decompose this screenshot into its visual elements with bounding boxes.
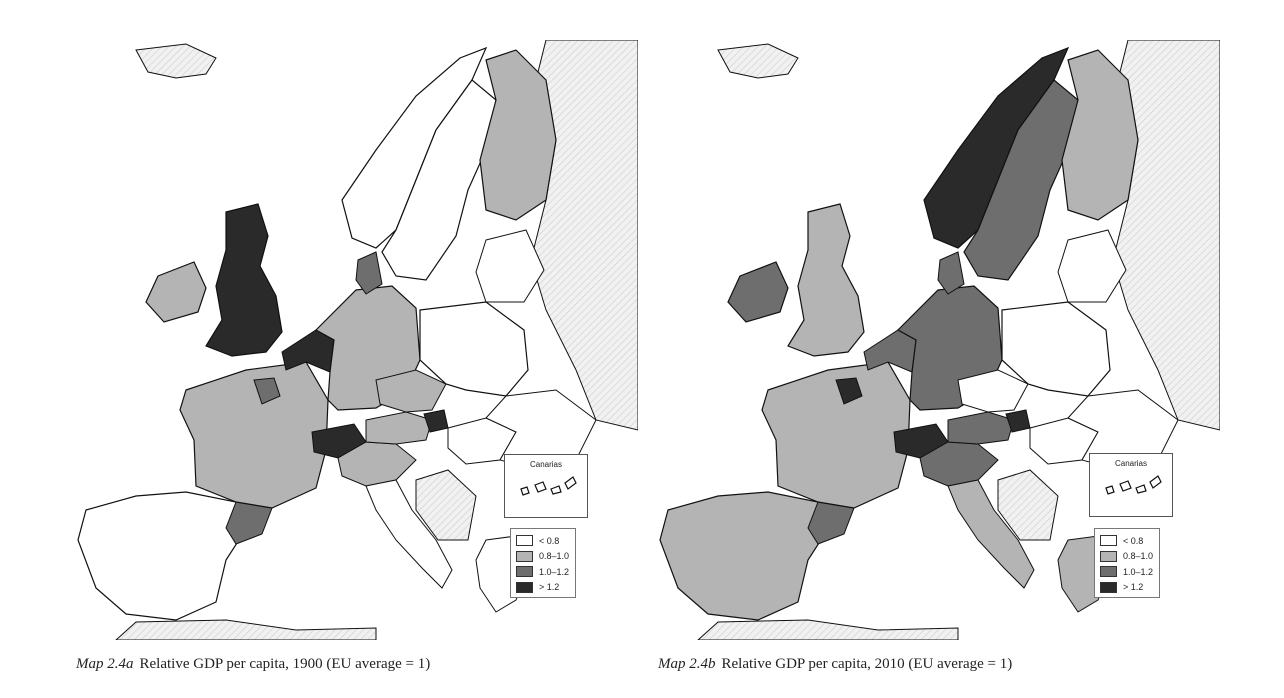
legend-swatch [1100, 566, 1117, 577]
legend-row [1100, 533, 1159, 549]
inset-title: Canarias [1114, 459, 1147, 468]
map-panel-2010 [658, 40, 1220, 640]
legend-row [516, 533, 575, 549]
map-legend [510, 528, 576, 598]
canary-island [521, 487, 529, 495]
legend-label: 0.8–1.0 [1123, 551, 1154, 562]
legend-label: < 0.8 [1123, 535, 1144, 546]
legend-row [516, 564, 575, 580]
legend-row [1100, 564, 1159, 580]
legend-swatch [1100, 582, 1117, 593]
legend-swatch [1100, 535, 1117, 546]
canary-island [551, 486, 561, 494]
legend-swatch [516, 566, 533, 577]
legend-row [516, 580, 575, 596]
canary-island [565, 477, 576, 489]
legend-label: > 1.2 [539, 582, 560, 593]
legend-label: > 1.2 [1123, 582, 1144, 593]
legend-row [1100, 549, 1159, 565]
canary-island [1136, 485, 1146, 493]
canary-island [1106, 486, 1114, 494]
legend-swatch [516, 535, 533, 546]
map-legend [1094, 528, 1160, 598]
canarias-inset [504, 454, 588, 518]
legend-swatch [516, 551, 533, 562]
caption-label: Map 2.4b [658, 656, 716, 672]
legend-swatch [1100, 551, 1117, 562]
map-panel-1900 [76, 40, 638, 640]
caption-text: Relative GDP per capita, 2010 (EU average = 1) [721, 656, 1013, 672]
legend-label: 1.0–1.2 [1123, 566, 1154, 577]
canarias-inset [1089, 453, 1173, 517]
legend-row [1100, 580, 1159, 596]
caption-text: Relative GDP per capita, 1900 (EU average = 1) [139, 656, 431, 672]
map-caption-2010 [658, 656, 1012, 673]
legend-row [516, 549, 575, 565]
legend-label: 0.8–1.0 [539, 551, 570, 562]
map-caption-1900 [76, 656, 430, 673]
caption-label: Map 2.4a [76, 656, 134, 672]
canary-island [1150, 476, 1161, 488]
legend-label: 1.0–1.2 [539, 566, 570, 577]
legend-label: < 0.8 [539, 535, 560, 546]
inset-title: Canarias [529, 460, 562, 469]
legend-swatch [516, 582, 533, 593]
canary-island [1120, 481, 1131, 491]
canary-island [535, 482, 546, 492]
